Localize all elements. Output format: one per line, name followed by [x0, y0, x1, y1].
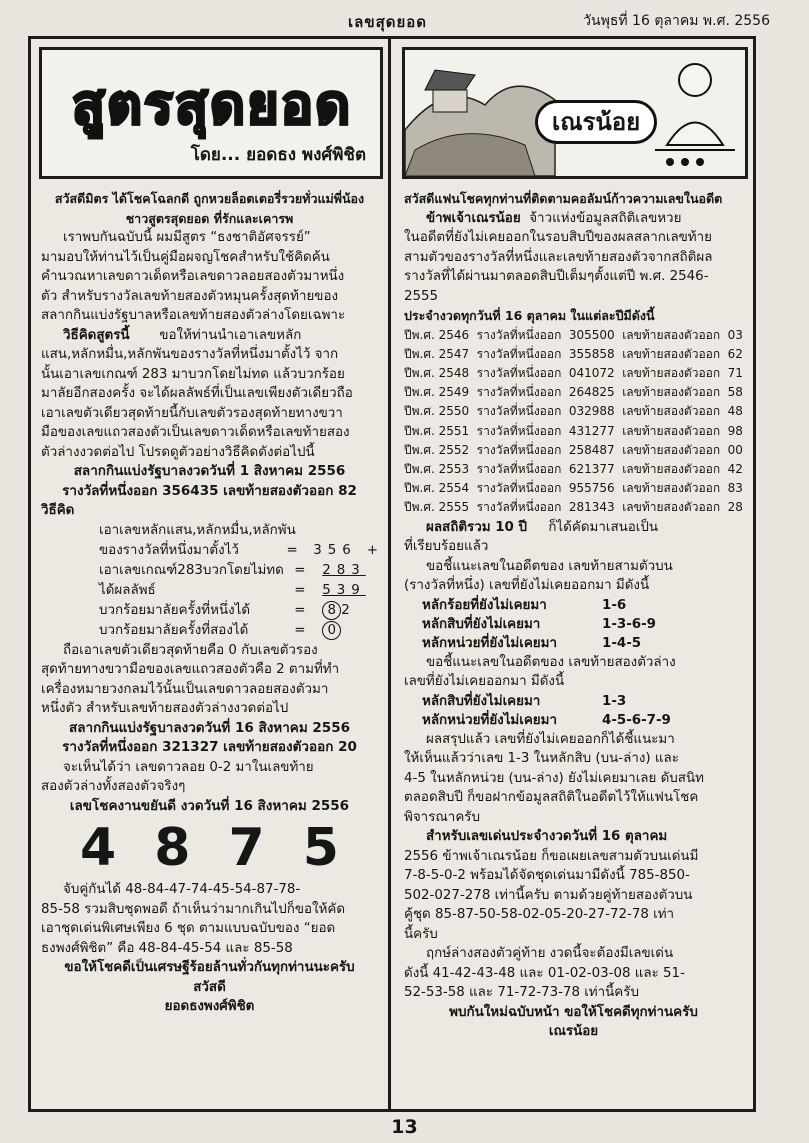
para-line: สามตัวของรางวัลที่หนึ่งและเลขท้ายสองตัวจากสถิติผล [404, 249, 713, 265]
para-line: สองตัวล่างทั้งสองตัวจริงๆ [41, 779, 186, 794]
calc-row [99, 561, 378, 581]
table-heading: ประจำงวดทุกวันที่ 16 ตุลาคม ในแต่ละปีมีดังนี้ [404, 308, 655, 323]
three-digit-list [404, 596, 743, 653]
label-cell: รางวัลที่หนึ่งออก [476, 461, 562, 476]
para-line: ที่เรียบร้อยแล้ว [404, 539, 489, 555]
year-cell: ปีพ.ศ. 2550 [404, 404, 470, 419]
list-value: 1-3 [602, 693, 627, 709]
right-banner [402, 47, 748, 179]
label-cell: รางวัลที่หนึ่งออก [476, 423, 562, 438]
two-digit-cell: 62 [727, 346, 743, 361]
para-line: นี้ครับ [404, 926, 438, 942]
lucky-heading: เลขโชคงานขยันดี งวดวันที่ 16 สิงหาคม 2556 [69, 797, 350, 814]
para-line: มามอบให้ท่านไว้เป็นคู่มือผจญโชคสำหรับใช้คิดค้น [41, 249, 330, 265]
para-line: ขอชี้แนะเลขในอดีตของ เลขท้ายสามตัวบน [426, 558, 673, 574]
stats-row [404, 498, 743, 517]
calc-eq: = [294, 562, 306, 578]
list-key: หลักสิบที่ยังไม่เคยมา [422, 693, 541, 709]
calc-intro: เอาเลขหลักแสน,หลักหมื่น,หลักพัน [99, 522, 296, 538]
closing-line: สวัสดี [193, 979, 226, 995]
two-digit-cell: 48 [727, 404, 743, 419]
calc-label: ได้ผลลัพธ์ [99, 582, 156, 598]
lucky-digit: 5 [302, 818, 339, 878]
first-prize-cell: 258487 [568, 442, 615, 457]
stats-row [404, 383, 743, 402]
list-item [404, 615, 743, 634]
para-line: พิจารณาครับ [404, 809, 480, 825]
two-digit-cell: 98 [727, 423, 743, 438]
banner-badge: เณรน้อย [535, 100, 657, 144]
label-cell: รางวัลที่หนึ่งออก [476, 442, 562, 457]
para-line: นั้นเอาเลขเกณฑ์ 283 มาบวกโดยไม่ทด แล้วบวกร้อย [41, 366, 345, 382]
year-cell: ปีพ.ศ. 2555 [404, 500, 470, 515]
list-key: หลักหน่วยที่ยังไม่เคยมา [422, 635, 557, 651]
first-prize-cell: 264825 [568, 385, 615, 400]
two-digit-cell: 03 [727, 327, 743, 342]
para-line: รางวัลที่ได้ผ่านมาตลอดสิบปีเต็มๆตั้งแต่ปี พ.ศ. 2546- [404, 269, 709, 284]
list-key: หลักหน่วยที่ยังไม่เคยมา [422, 712, 557, 728]
para-line: ขอให้ท่านนำเอาเลขหลัก [159, 327, 302, 343]
draw-result: รางวัลที่หนึ่งออก 356435 เลขท้ายสองตัวออก 82 [62, 482, 357, 499]
para-line: ตลอดสิบปี ก็ขอฝากข้อมูลสถิติในอดีตไว้ให้แฟนโชค [404, 790, 699, 806]
list-item [404, 596, 743, 615]
label-cell: เลขท้ายสองตัวออก [622, 404, 721, 419]
list-value: 1-3-6-9 [602, 616, 656, 632]
plus-mark: + [366, 542, 378, 558]
two-digit-cell: 71 [727, 365, 743, 380]
para-line: 4-5 ในหลักหน่วย (บน-ล่าง) ยังไม่เคยมาเลย ดับสนิท [404, 770, 704, 786]
draw-heading: สลากกินแบ่งรัฐบาลงวดวันที่ 16 สิงหาคม 2556 [68, 719, 350, 736]
para-line: คู้ชุด 85-87-50-58-02-05-20-27-72-78 เท่า [404, 907, 675, 923]
para-line: แสน,หลักหมื่น,หลักพันของรางวัลที่หนึ่งมาตั้งไว้ จาก [41, 347, 339, 362]
first-prize-cell: 621377 [568, 461, 615, 476]
para-line: สลากกินแบ่งรัฐบาลหรือเลขท้ายสองตัวล่างโดยเฉพาะ [41, 308, 346, 323]
list-value: 4-5-6-7-9 [602, 712, 671, 728]
stats-table [404, 326, 743, 518]
para-line: ฤกษ์ล่างสองตัวคู่ท้าย งวดนี้จะต้องมีเลขเด่น [426, 946, 674, 962]
stats-row [404, 326, 743, 345]
lucky-digit: 7 [228, 818, 265, 878]
stats-label: ผลสถิติรวม 10 ปี [426, 519, 528, 535]
para-line: หนึ่งตัว สำหรับเลขท้ายสองตัวล่างงวดต่อไป [41, 701, 289, 716]
feature-heading: สำหรับเลขเด่นประจำงวดวันที่ 16 ตุลาคม [426, 829, 668, 845]
para-line: ถือเอาเลขตัวเดียวสุดท้ายคือ 0 กับเลขตัวรอง [63, 642, 318, 658]
para-line: 7-8-5-0-2 พร้อมได้จัดชุดเด่นมามีดังนี้ 785-850- [404, 868, 690, 884]
masthead [30, 8, 770, 32]
calc-eq: = [294, 622, 306, 638]
para-line: ผลสรุปแล้ว เลขที่ยังไม่เคยออกก็ได้ชี้แนะมา [426, 731, 675, 747]
para-line: 2556 ข้าพเจ้าเณรน้อย ก็ขอเผยเลขสามตัวบนเด่นมี [404, 848, 699, 864]
para-line: ตัวล่างงวดต่อไป โปรดดูตัวอย่างวิธีคิดดังต่อไปนี้ [41, 444, 315, 460]
calc-digit: 2 [341, 602, 356, 618]
two-digit-list [404, 692, 743, 730]
calc-eq: = [294, 602, 306, 618]
year-cell: ปีพ.ศ. 2548 [404, 365, 470, 380]
year-cell: ปีพ.ศ. 2549 [404, 385, 470, 400]
para-line: เลขที่ยังไม่เคยออกมา มีดังนี้ [404, 674, 565, 690]
year-cell: ปีพ.ศ. 2547 [404, 346, 470, 361]
para-line: จับคู่กันได้ 48-84-47-74-45-54-87-78- [63, 882, 301, 897]
label-cell: รางวัลที่หนึ่งออก [476, 500, 562, 515]
author-signoff: ยอดธงพงศ์พิชิต [164, 999, 255, 1014]
closing-line: พบกันใหม่ฉบับหน้า ขอให้โชคดีทุกท่านครับ [449, 1004, 698, 1020]
first-prize-cell: 032988 [568, 404, 615, 419]
stats-row [404, 402, 743, 421]
list-value: 1-6 [602, 597, 627, 613]
author-signoff: เณรน้อย [548, 1024, 599, 1040]
list-value: 1-4-5 [602, 635, 642, 651]
intro-bold: สวัสดีแฟนโชคทุกท่านที่ติดตามคอลัมน์ก้าวความเลขในอดีต [404, 191, 723, 206]
intro-line: สวัสดีมิตร ได้โชคโฉลกดี ถูกหวยล็อตเตอรี่รวยทั่วแม่พี่น้อง [54, 191, 365, 206]
label-cell: รางวัลที่หนึ่งออก [476, 346, 562, 361]
two-digit-cell: 42 [727, 461, 743, 476]
para-line: ขอชี้แนะเลขในอดีตของ เลขท้ายสองตัวล่าง [426, 654, 676, 670]
method-label: วิธีคิดสูตรนี้ [63, 327, 130, 343]
para-line: ตัว สำหรับรางวัลเลขท้ายสองตัวหมุนครั้งสุดท้ายของ [41, 288, 339, 304]
label-cell: รางวัลที่หนึ่งออก [476, 327, 562, 342]
two-digit-cell: 58 [727, 385, 743, 400]
label-cell: เลขท้ายสองตัวออก [622, 385, 721, 400]
calc-eq: = [294, 582, 306, 598]
lucky-digit: 8 [154, 818, 191, 878]
calc-row [99, 541, 378, 561]
page-frame [28, 36, 756, 1112]
para-line: ในอดีตที่ยังไม่เคยออกในรอบสิบปีของผลสลากเลขท้าย [404, 230, 712, 245]
para-line: 85-58 รวมสิบชุดพอดี ถ้าเห็นว่ามากเกินไปก็ขอให้คัด [41, 901, 346, 917]
label-cell: เลขท้ายสองตัวออก [622, 500, 721, 515]
stats-row [404, 479, 743, 498]
two-digit-cell: 83 [727, 481, 743, 496]
calc-row [99, 601, 378, 621]
left-banner [39, 47, 383, 179]
year-cell: ปีพ.ศ. 2553 [404, 461, 470, 476]
para-line: ก็ได้คัดมาเสนอเป็น [548, 519, 659, 535]
para-line: ธงพงศ์พิชิต” คือ 48-84-45-54 และ 85-58 [41, 940, 293, 956]
calc-row [99, 581, 378, 601]
two-digit-cell: 00 [727, 442, 743, 457]
circled-digit: 0 [322, 621, 341, 640]
banner-title: สูตรสุดยอด [71, 73, 353, 136]
label-cell: รางวัลที่หนึ่งออก [476, 404, 562, 419]
calc-label: ของรางวัลที่หนึ่งมาตั้งไว้ [99, 542, 239, 558]
para-line: จ้าวแห่งข้อมูลสถิติเลขหวย [529, 210, 682, 226]
calc-value-circled [322, 621, 378, 641]
calc-label: บวกร้อยมาลัยครั้งที่หนึ่งได้ [99, 602, 251, 618]
label-cell: รางวัลที่หนึ่งออก [476, 365, 562, 380]
para-line: เครื่องหมายวงกลมไว้นั้นเป็นเลขดาวลอยสองตัวมา [41, 681, 329, 697]
para-line: เราพบกันฉบับนี้ ผมมีสูตร “ธงชาติอัศจรรย์” [63, 230, 311, 245]
para-line: เอาเลขตัวเดียวสุดท้ายนี้กับเลขตัวรองสุดท้ายทางขวา [41, 405, 343, 421]
para-line: 2555 [404, 288, 439, 304]
year-cell: ปีพ.ศ. 2551 [404, 423, 470, 438]
para-line: (รางวัลที่หนึ่ง) เลขที่ยังไม่เคยออกมา มีดังนี้ [404, 578, 650, 594]
label-cell: เลขท้ายสองตัวออก [622, 461, 721, 476]
calc-value: 283 [322, 562, 366, 578]
calc-eq: = [286, 542, 298, 558]
list-key: หลักร้อยที่ยังไม่เคยมา [422, 597, 547, 613]
para-line: มาลัยอีกสองครั้ง จะได้ผลลัพธ์ที่เป็นเลขเพียงตัวเดียวถือ [41, 386, 353, 401]
list-item [404, 711, 743, 730]
first-prize-cell: 431277 [568, 423, 615, 438]
right-article [404, 189, 743, 1042]
label-cell: เลขท้ายสองตัวออก [622, 481, 721, 496]
intro-name: ข้าพเจ้าเณรน้อย [426, 210, 521, 226]
draw-result: รางวัลที่หนึ่งออก 321327 เลขท้ายสองตัวออก 20 [62, 739, 357, 755]
first-prize-cell: 281343 [568, 500, 615, 515]
calc-label: บวกร้อยมาลัยครั้งที่สองได้ [99, 622, 249, 638]
list-key: หลักสิบที่ยังไม่เคยมา [422, 616, 541, 632]
calc-value: 539 [322, 582, 366, 598]
closing-line: ขอให้โชคดีเป็นเศรษฐีร้อยล้านทั่วกันทุกท่านนะครับ [64, 960, 355, 975]
label-cell: เลขท้ายสองตัวออก [622, 442, 721, 457]
para-line: คำนวณหาเลขดาวเด็ดหรือเลขดาวลอยสองตัวมาหนึ่ง [41, 269, 345, 284]
para-line: เอาชุดเด่นพิเศษเพียง 6 ชุด ตามแบบฉบับของ “ยอด [41, 921, 336, 936]
calculation-block [99, 521, 378, 641]
calc-label: เอาเลขเกณฑ์283บวกโดยไม่ทด [99, 562, 284, 578]
byline: โดย... ยอดธง พงศ์พิชิต [190, 145, 366, 165]
para-line: มือของเลขแถวสองตัวเป็นเลขดาวเด็ดหรือเลขท้ายสอง [41, 425, 350, 440]
year-cell: ปีพ.ศ. 2546 [404, 327, 470, 342]
para-line: 52-53-58 และ 71-72-73-78 เท่านี้ครับ [404, 985, 639, 1001]
year-cell: ปีพ.ศ. 2552 [404, 442, 470, 457]
first-prize-cell: 305500 [568, 327, 615, 342]
first-prize-cell: 041072 [568, 365, 615, 380]
intro-line: ชาวสูตรสุดยอด ที่รักและเคารพ [125, 210, 294, 226]
stats-row [404, 441, 743, 460]
list-item [404, 692, 743, 711]
stats-row [404, 422, 743, 441]
para-line: ดังนี้ 41-42-43-48 และ 01-02-03-08 และ 51- [404, 965, 685, 981]
label-cell: รางวัลที่หนึ่งออก [476, 481, 562, 496]
label-cell: เลขท้ายสองตัวออก [622, 365, 721, 380]
left-article [41, 189, 378, 1017]
stats-row [404, 345, 743, 364]
method-short: วิธีคิด [41, 503, 75, 518]
circled-digit: 8 [322, 601, 341, 620]
para-line: สุดท้ายทางขวามือของเลขแถวสองตัวคือ 2 ตามที่ทำ [41, 662, 340, 677]
right-column [394, 39, 753, 1109]
page-number: 13 [391, 1116, 418, 1138]
year-cell: ปีพ.ศ. 2554 [404, 481, 470, 496]
para-line: ให้เห็นแล้วว่าเลข 1-3 ในหลักสิบ (บน-ล่าง) และ [404, 751, 679, 767]
lucky-digit: 4 [80, 818, 117, 878]
list-item [404, 634, 743, 653]
two-digit-cell: 28 [727, 500, 743, 515]
calc-row [99, 621, 378, 641]
label-cell: เลขท้ายสองตัวออก [622, 327, 721, 342]
para-line: จะเห็นได้ว่า เลขดาวลอย 0-2 มาในเลขท้าย [63, 759, 314, 775]
label-cell: เลขท้ายสองตัวออก [622, 346, 721, 361]
first-prize-cell: 355858 [568, 346, 615, 361]
calc-value-circled [322, 601, 378, 621]
draw-heading: สลากกินแบ่งรัฐบาลงวดวันที่ 1 สิงหาคม 2556 [73, 463, 346, 479]
calc-value: 356 [313, 542, 357, 558]
first-prize-cell: 955756 [568, 481, 615, 496]
para-line: 502-027-278 เท่านี้ครับ ตามด้วยคู่ท้ายสองตัวบน [404, 887, 693, 903]
stats-row [404, 364, 743, 383]
left-column [31, 39, 391, 1109]
lucky-digits [41, 816, 378, 880]
issue-date: วันพุธที่ 16 ตุลาคม พ.ศ. 2556 [583, 13, 770, 29]
label-cell: รางวัลที่หนึ่งออก [476, 385, 562, 400]
stats-row [404, 460, 743, 479]
label-cell: เลขท้ายสองตัวออก [622, 423, 721, 438]
publication-name: เลขสุดยอด [348, 13, 428, 31]
